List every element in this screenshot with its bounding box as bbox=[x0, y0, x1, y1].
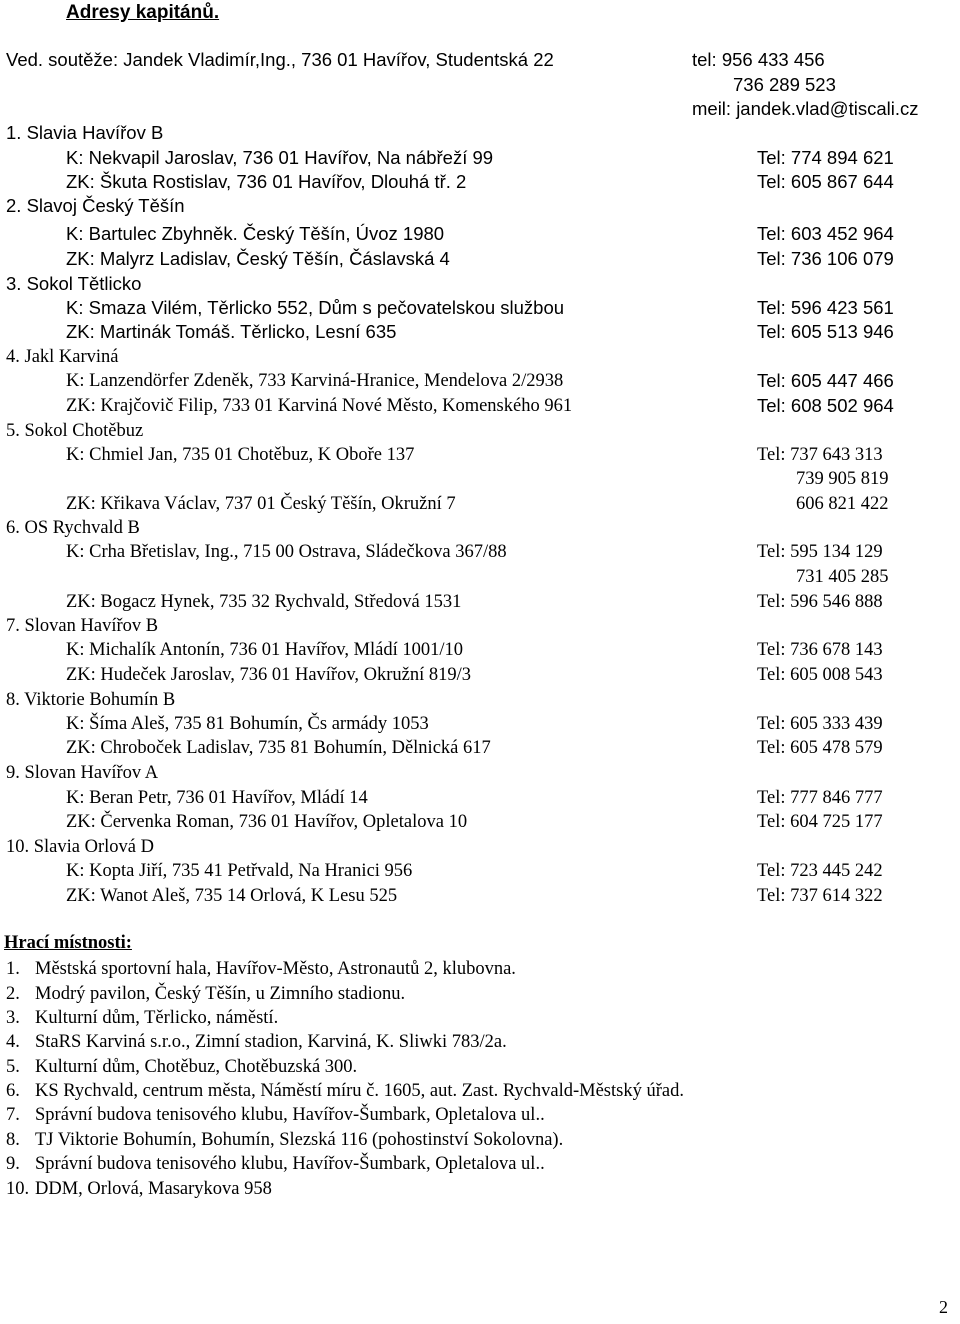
hall-number: 4. bbox=[6, 1032, 20, 1052]
captain-phone: Tel: 605 333 439 bbox=[757, 714, 883, 734]
captain-phone-2: 731 405 285 bbox=[796, 567, 889, 587]
hall-number: 6. bbox=[6, 1081, 20, 1101]
deputy-phone: Tel: 737 614 322 bbox=[757, 886, 883, 906]
hall-text: TJ Viktorie Bohumín, Bohumín, Slezská 116 (pohostinství Sokolovna). bbox=[35, 1130, 564, 1150]
hall-number: 3. bbox=[6, 1008, 20, 1028]
hall-number: 10. bbox=[6, 1179, 30, 1199]
deputy-phone: Tel: 604 725 177 bbox=[757, 812, 883, 832]
captain-phone: Tel: 736 678 143 bbox=[757, 640, 883, 660]
deputy-phone: 606 821 422 bbox=[796, 494, 889, 514]
hall-item bbox=[6, 1055, 357, 1079]
deputy-captain: ZK: Bogacz Hynek, 735 32 Rychvald, Středová 1531 bbox=[66, 592, 462, 612]
hall-item bbox=[6, 957, 516, 981]
leader-phone: tel: 956 433 456 bbox=[692, 49, 825, 70]
team-name: 10. Slavia Orlová D bbox=[6, 837, 154, 857]
hall-item bbox=[6, 1152, 545, 1176]
captain: K: Kopta Jiří, 735 41 Petřvald, Na Hranici 956 bbox=[66, 861, 413, 881]
hall-text: DDM, Orlová, Masarykova 958 bbox=[35, 1179, 272, 1199]
hall-item bbox=[6, 1177, 272, 1201]
hall-item bbox=[6, 1103, 545, 1127]
deputy-phone: Tel: 608 502 964 bbox=[757, 395, 894, 416]
captain: K: Crha Břetislav, Ing., 715 00 Ostrava, Sládečkova 367/88 bbox=[66, 542, 507, 562]
captain-phone: Tel: 603 452 964 bbox=[757, 223, 894, 244]
deputy-captain: ZK: Škuta Rostislav, 736 01 Havířov, Dlouhá tř. 2 bbox=[66, 171, 467, 192]
captain: K: Šíma Aleš, 735 81 Bohumín, Čs armády 1053 bbox=[66, 714, 429, 734]
deputy-phone: Tel: 596 546 888 bbox=[757, 592, 883, 612]
hall-number: 5. bbox=[6, 1057, 20, 1077]
hall-text: Modrý pavilon, Český Těšín, u Zimního stadionu. bbox=[35, 984, 406, 1004]
deputy-captain: ZK: Wanot Aleš, 735 14 Orlová, K Lesu 525 bbox=[66, 886, 398, 906]
team-name: 5. Sokol Chotěbuz bbox=[6, 421, 144, 441]
deputy-captain: ZK: Krajčovič Filip, 733 01 Karviná Nové Město, Komenského 961 bbox=[66, 396, 573, 416]
team-name: 4. Jakl Karviná bbox=[6, 347, 119, 367]
captain-phone: Tel: 595 134 129 bbox=[757, 542, 883, 562]
captain: K: Chmiel Jan, 735 01 Chotěbuz, K Oboře 137 bbox=[66, 445, 415, 465]
deputy-captain: ZK: Hudeček Jaroslav, 736 01 Havířov, Okružní 819/3 bbox=[66, 665, 472, 685]
hall-number: 8. bbox=[6, 1130, 20, 1150]
hall-item bbox=[6, 1128, 563, 1152]
deputy-captain: ZK: Křikava Václav, 737 01 Český Těšín, Okružní 7 bbox=[66, 494, 456, 514]
hall-text: Správní budova tenisového klubu, Havířov-Šumbark, Opletalova ul.. bbox=[35, 1154, 545, 1174]
team-name: 7. Slovan Havířov B bbox=[6, 616, 159, 636]
page-title: Adresy kapitánů. bbox=[66, 2, 220, 23]
hall-text: Správní budova tenisového klubu, Havířov-Šumbark, Opletalova ul.. bbox=[35, 1105, 545, 1125]
hall-text: Kulturní dům, Chotěbuz, Chotěbuzská 300. bbox=[35, 1057, 358, 1077]
hall-text: Kulturní dům, Těrlicko, náměstí. bbox=[35, 1008, 279, 1028]
page-number: 2 bbox=[939, 1297, 948, 1317]
captain-phone: Tel: 596 423 561 bbox=[757, 297, 894, 318]
deputy-captain: ZK: Martinák Tomáš. Těrlicko, Lesní 635 bbox=[66, 321, 397, 342]
team-name: 2. Slavoj Český Těšín bbox=[6, 195, 185, 216]
hall-text: StaRS Karviná s.r.o., Zimní stadion, Karviná, K. Sliwki 783/2a. bbox=[35, 1032, 507, 1052]
deputy-phone: Tel: 605 513 946 bbox=[757, 321, 894, 342]
captain-phone: Tel: 605 447 466 bbox=[757, 370, 894, 391]
captain-phone: Tel: 723 445 242 bbox=[757, 861, 883, 881]
captain: K: Bartulec Zbyhněk. Český Těšín, Úvoz 1980 bbox=[66, 223, 445, 244]
captain: K: Lanzendörfer Zdeněk, 733 Karviná-Hranice, Mendelova 2/2938 bbox=[66, 371, 564, 391]
deputy-phone: Tel: 736 106 079 bbox=[757, 248, 894, 269]
team-name: 6. OS Rychvald B bbox=[6, 518, 140, 538]
hall-item bbox=[6, 982, 405, 1006]
leader-phone-2: 736 289 523 bbox=[733, 74, 836, 95]
hall-number: 9. bbox=[6, 1154, 20, 1174]
captain: K: Smaza Vilém, Těrlicko 552, Dům s pečovatelskou službou bbox=[66, 297, 565, 318]
deputy-phone: Tel: 605 867 644 bbox=[757, 171, 894, 192]
team-name: 3. Sokol Tětlicko bbox=[6, 273, 142, 294]
deputy-phone: Tel: 605 478 579 bbox=[757, 738, 883, 758]
captain-phone: Tel: 774 894 621 bbox=[757, 147, 894, 168]
captain-phone: Tel: 737 643 313 bbox=[757, 445, 883, 465]
leader-email: meil: jandek.vlad@tiscali.cz bbox=[692, 98, 919, 119]
deputy-phone: Tel: 605 008 543 bbox=[757, 665, 883, 685]
captain: K: Michalík Antonín, 736 01 Havířov, Mládí 1001/10 bbox=[66, 640, 464, 660]
deputy-captain: ZK: Malyrz Ladislav, Český Těšín, Čáslavská 4 bbox=[66, 248, 450, 269]
captain: K: Beran Petr, 736 01 Havířov, Mládí 14 bbox=[66, 788, 368, 808]
captain: K: Nekvapil Jaroslav, 736 01 Havířov, Na nábřeží 99 bbox=[66, 147, 494, 168]
hall-text: KS Rychvald, centrum města, Náměstí míru č. 1605, aut. Zast. Rychvald-Městský úřad. bbox=[35, 1081, 684, 1101]
halls-heading: Hrací místnosti: bbox=[4, 933, 132, 953]
team-name: 9. Slovan Havířov A bbox=[6, 763, 159, 783]
captain-phone: Tel: 777 846 777 bbox=[757, 788, 883, 808]
hall-number: 1. bbox=[6, 959, 20, 979]
hall-text: Městská sportovní hala, Havířov-Město, Astronautů 2, klubovna. bbox=[35, 959, 516, 979]
deputy-captain: ZK: Chroboček Ladislav, 735 81 Bohumín, Dělnická 617 bbox=[66, 738, 491, 758]
hall-number: 7. bbox=[6, 1105, 20, 1125]
hall-item bbox=[6, 1079, 684, 1103]
hall-item bbox=[6, 1006, 278, 1030]
hall-number: 2. bbox=[6, 984, 20, 1004]
hall-item bbox=[6, 1030, 507, 1054]
captain-phone-2: 739 905 819 bbox=[796, 469, 889, 489]
deputy-captain: ZK: Červenka Roman, 736 01 Havířov, Opletalova 10 bbox=[66, 812, 468, 832]
competition-leader: Ved. soutěže: Jandek Vladimír,Ing., 736 01 Havířov, Studentská 22 bbox=[6, 49, 554, 70]
team-name: 8. Viktorie Bohumín B bbox=[6, 690, 176, 710]
team-name: 1. Slavia Havířov B bbox=[6, 122, 164, 143]
